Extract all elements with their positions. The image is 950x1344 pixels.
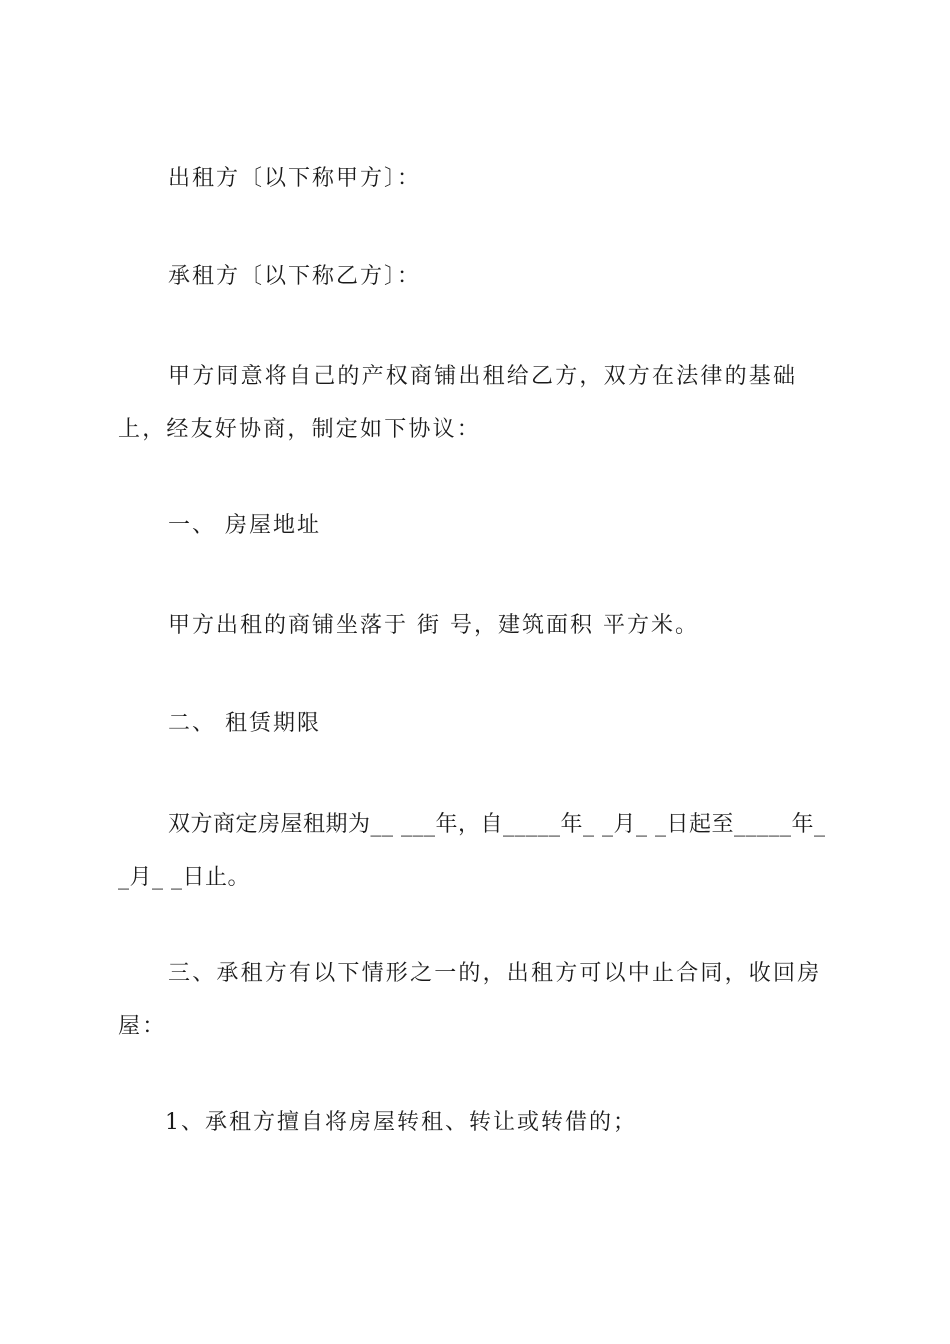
section-2-heading: 二、 租赁期限 xyxy=(168,711,321,736)
section-3-paragraph: 三、承租方有以下情形之一的，出租方可以中止合同，收回房屋： xyxy=(118,961,822,1039)
lessor-line: 出租方〔以下称甲方〕： xyxy=(168,166,422,191)
section-1-text: 甲方出租的商铺坐落于 街 号，建筑面积 平方米。 xyxy=(168,613,699,638)
lessee-line: 承租方〔以下称乙方〕： xyxy=(168,264,422,289)
item-1-text: 1、承租方擅自将房屋转租、转让或转借的； xyxy=(165,1110,637,1135)
intro-paragraph: 甲方同意将自己的产权商铺出租给乙方，双方在法律的基础上，经友好协商，制定如下协议： xyxy=(118,364,798,442)
section-2-text: 双方商定房屋租期为__ ___年，自_____年_ _月_ _日起至_____年_ _月_ _日止。 xyxy=(118,812,826,890)
section-1-heading: 一、 房屋地址 xyxy=(168,513,321,538)
